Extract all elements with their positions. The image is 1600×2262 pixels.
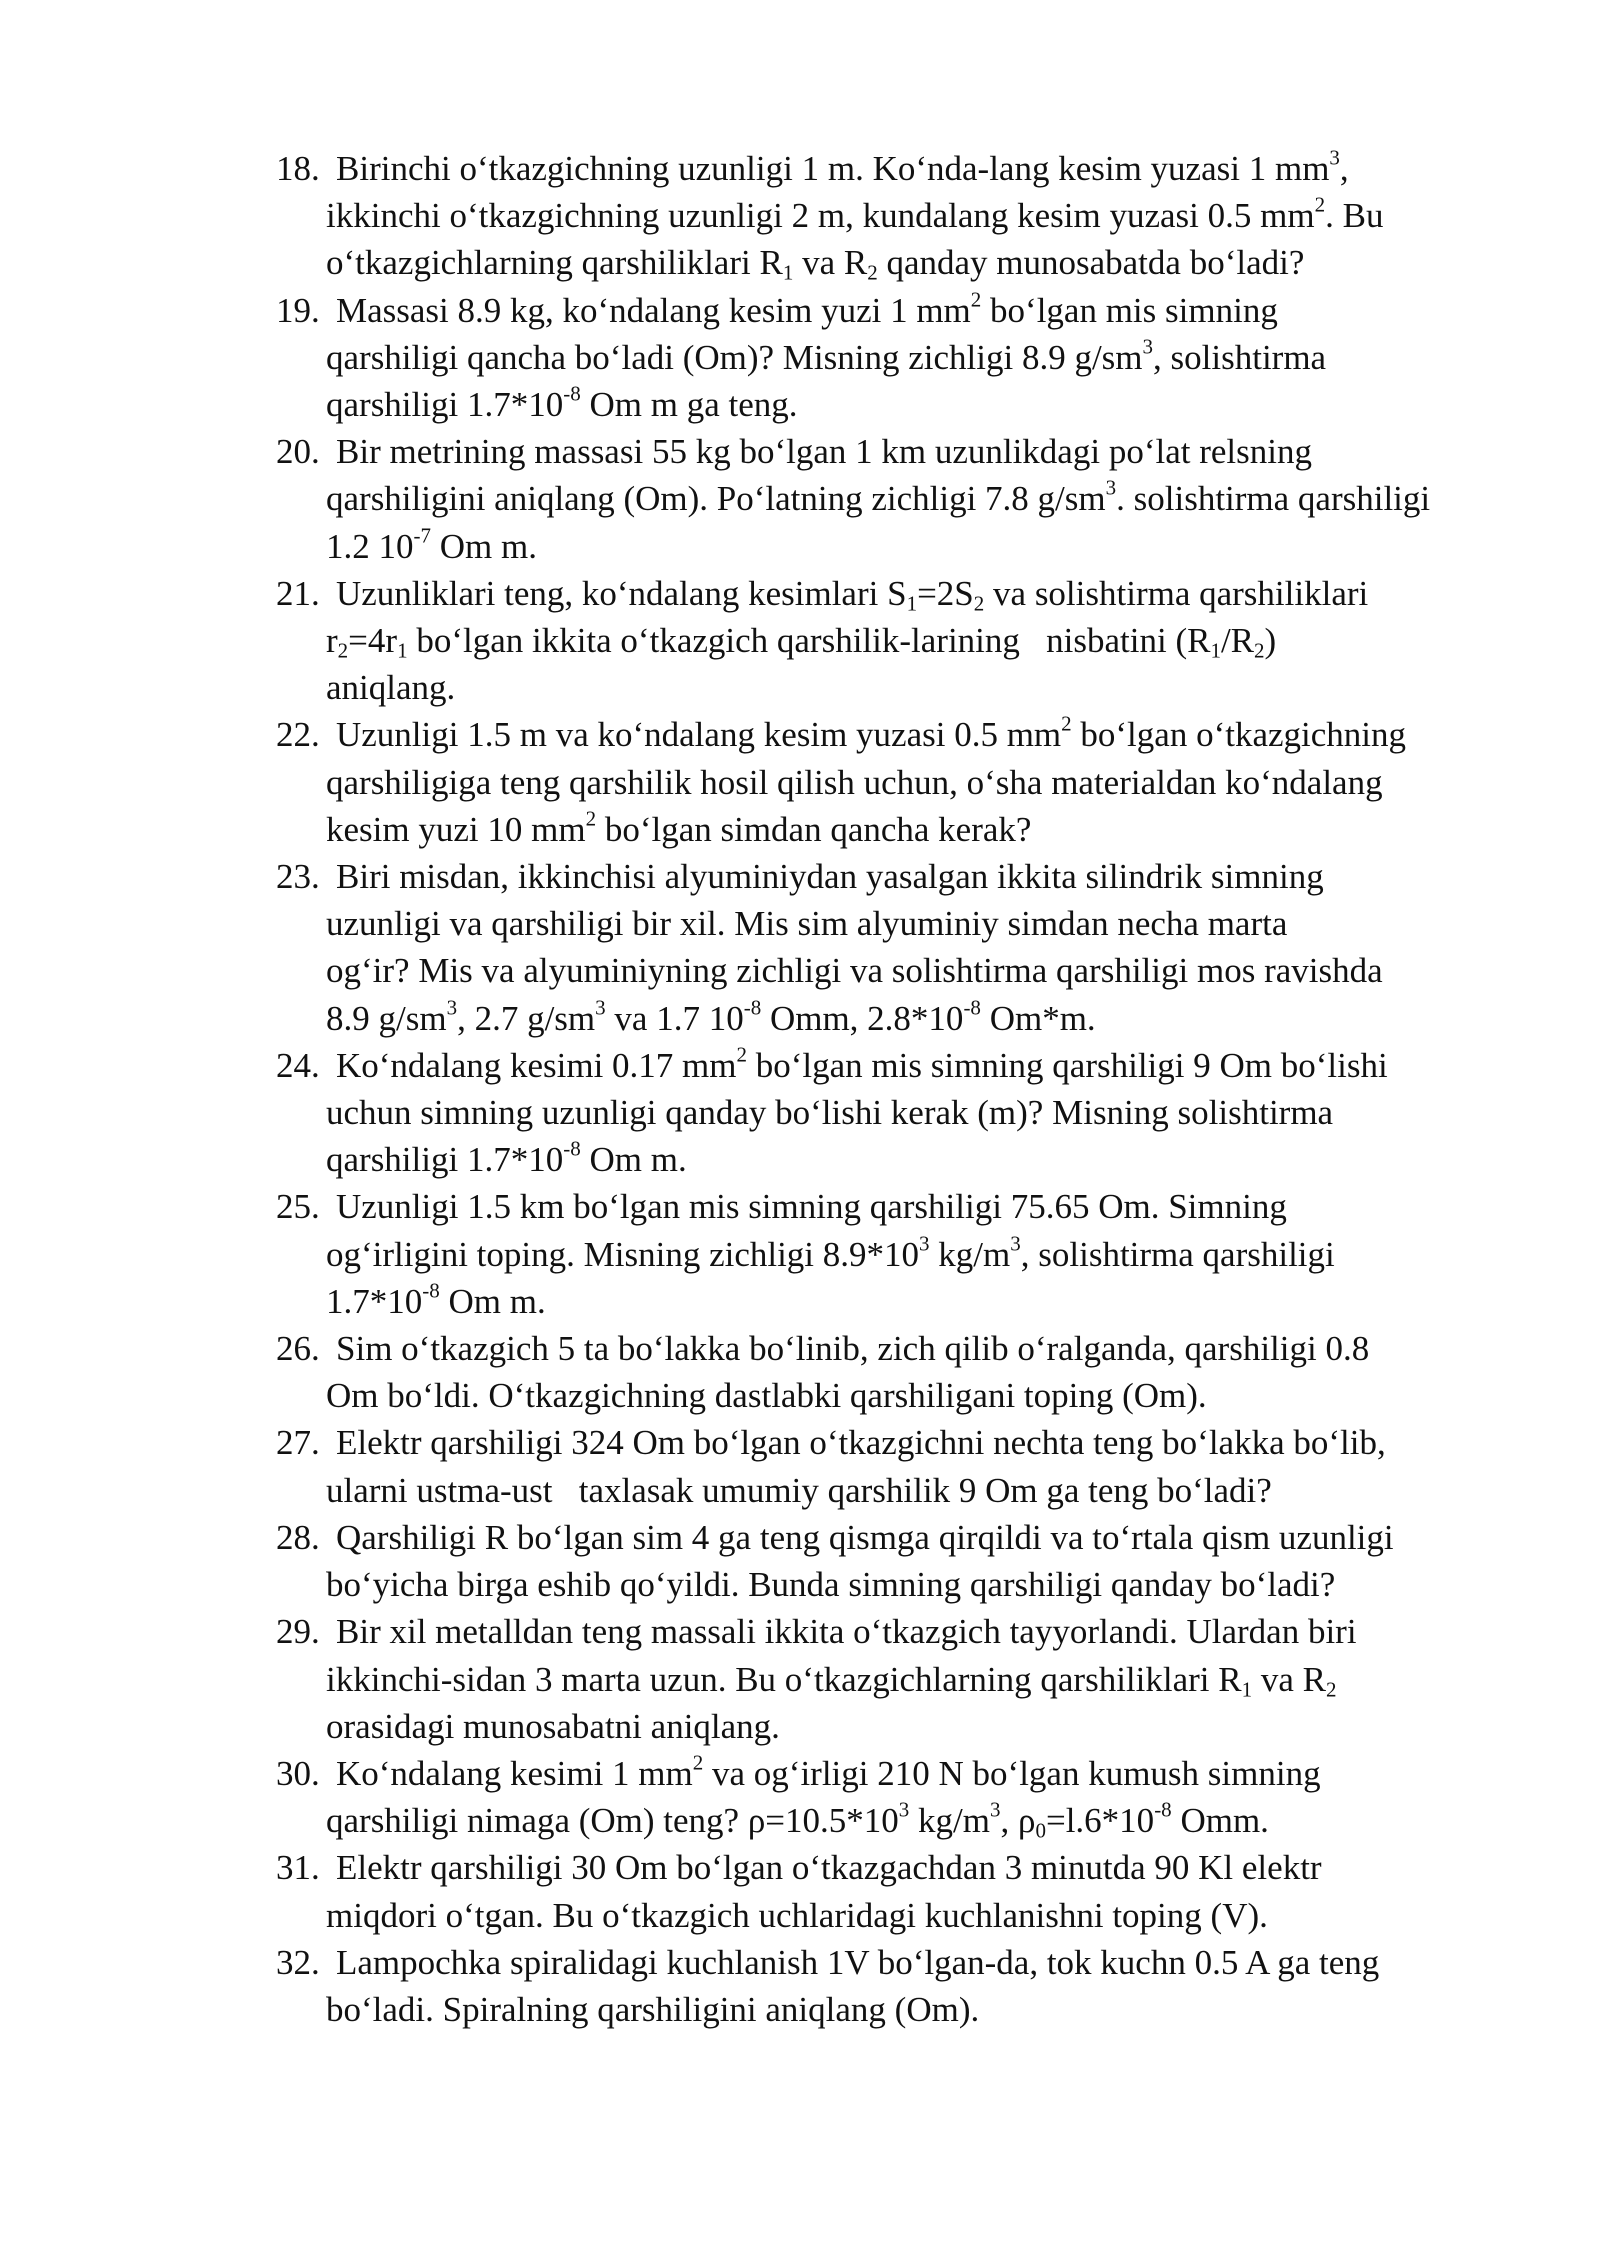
problem-line: qarshiligi $1.7*10^{-8}$ Om m. [326, 1136, 687, 1180]
problem-line: Om bo‘ldi. O‘tkazgichning dastlabki qarshiligani toping (Om). [326, 1376, 1207, 1416]
problem-text [326, 1939, 1516, 2033]
problem-line: $r_2=4r_1$ bo‘lgan ikkita o‘tkazgich qarshilik-larining nisbatini $(R_1/R_2)$ [326, 621, 1277, 663]
problem-text [326, 287, 1516, 429]
problem-text [326, 1183, 1516, 1325]
problem-number: 27. [276, 1423, 320, 1463]
problem-line: qarshiligi qancha bo‘ladi (Om)? Misning zichligi 8.9 $g/sm^3$, solishtirma [326, 334, 1327, 377]
problem-line: o‘tkazgichlarning qarshiliklari $R_1$ va $R_2$ qanday munosabatda bo‘ladi? [326, 243, 1305, 285]
problem-line: Qarshiligi R bo‘lgan sim 4 ga teng qismga qirqildi va to‘rtala qism uzunligi [336, 1517, 1394, 1557]
problem-number: 32. [276, 1942, 320, 1982]
problem-line: ikkinchi-sidan 3 marta uzun. Bu o‘tkazgichlarning qarshiliklari $R_1$ va $R_2$ [326, 1659, 1337, 1701]
problem-line: kesim yuzi 10 $mm^2$ bo‘lgan simdan qancha kerak? [326, 806, 1032, 849]
problem-number: 30. [276, 1753, 320, 1793]
problem-number: 29. [276, 1612, 320, 1652]
problem-line: orasidagi munosabatni aniqlang. [326, 1706, 780, 1746]
problem-item [276, 1514, 1516, 1608]
problem-line: miqdori o‘tgan. Bu o‘tkazgich uchlaridagi kuchlanishni toping (V). [326, 1895, 1268, 1935]
problem-line: Bir xil metalldan teng massali ikkita o‘tkazgich tayyorlandi. Ulardan biri [336, 1612, 1357, 1652]
problem-line: Biri misdan, ikkinchisi alyuminiydan yasalgan ikkita silindrik simning [336, 857, 1324, 897]
problem-line: Uzunliklari teng, ko‘ndalang kesimlari $S_1=2S_2$ va solishtirma qarshiliklari [336, 573, 1369, 616]
problem-number: 22. [276, 715, 320, 755]
problem-item [276, 1750, 1516, 1844]
problem-line: Lampochka spiralidagi kuchlanish 1V bo‘lgan-da, tok kuchn 0.5 A ga teng [336, 1942, 1380, 1982]
problem-line: Ko‘ndalang kesimi 1 $mm^2$ va og‘irligi 210 N bo‘lgan kumush simning [336, 1750, 1321, 1793]
problem-line: qarshiligiga teng qarshilik hosil qilish uchun, o‘sha materialdan ko‘ndalang [326, 762, 1383, 802]
problem-line: Uzunligi 1.5 km bo‘lgan mis simning qarshiligi 75.65 Om. Simning [336, 1187, 1287, 1227]
problem-line: aniqlang. [326, 668, 456, 708]
problem-line: ularni ustma-ust taxlasak umumiy qarshilik 9 Om ga teng bo‘ladi? [326, 1470, 1272, 1510]
problem-text [326, 145, 1516, 287]
problem-text [326, 853, 1516, 1042]
problem-line: qarshiligi nimaga (Om) teng? $\rho=10.5*10^3$ $kg/m^3$, $\rho_0=l.6*10^{-8}$ Omm. [326, 1797, 1269, 1843]
problem-number: 19. [276, 290, 320, 330]
problem-number: 21. [276, 573, 320, 613]
problem-line: uzunligi va qarshiligi bir xil. Mis sim alyuminiy simdan necha marta [326, 904, 1288, 944]
problem-line: Elektr qarshiligi 324 Om bo‘lgan o‘tkazgichni nechta teng bo‘lakka bo‘lib, [336, 1423, 1386, 1463]
problem-text [326, 1750, 1516, 1844]
problem-item [276, 1325, 1516, 1419]
problem-line: $1.7*10^{-8}$ Om m. [326, 1278, 546, 1321]
problem-text [326, 711, 1516, 853]
problem-line: qarshiligini aniqlang (Om). Po‘latning zichligi 7.8 $g/sm^3$. solishtirma qarshiligi [326, 475, 1431, 519]
problem-line: Birinchi o‘tkazgichning uzunligi 1 m. Ko‘nda-lang kesim yuzasi 1 $mm^3$, [336, 145, 1349, 188]
problem-text [326, 1608, 1516, 1750]
problem-line: Sim o‘tkazgich 5 ta bo‘lakka bo‘linib, zich qilib o‘ralganda, qarshiligi 0.8 [336, 1329, 1370, 1369]
problem-item [276, 287, 1516, 429]
problem-text [326, 1042, 1516, 1184]
problem-line: og‘irligini toping. Misning zichligi $8.9*10^3$ $kg/m^3$, solishtirma qarshiligi [326, 1230, 1335, 1274]
problem-number: 24. [276, 1045, 320, 1085]
problem-item [276, 570, 1516, 712]
problem-line: Uzunligi 1.5 m va ko‘ndalang kesim yuzasi 0.5 $mm^2$ bo‘lgan o‘tkazgichning [336, 711, 1407, 755]
problem-line: qarshiligi $1.7*10^{-8}$ Om m ga teng. [326, 381, 798, 425]
problem-item [276, 1939, 1516, 2033]
problem-line: 8.9 $g/sm^3$, 2.7 $g/sm^3$ va 1.7 $10^{-8}$ Omm, $2.8*10^{-8}$ Om*m. [326, 994, 1096, 1038]
problem-line: bo‘yicha birga eshib qo‘yildi. Bunda simning qarshiligi qanday bo‘ladi? [326, 1565, 1336, 1605]
problem-item [276, 1844, 1516, 1938]
problem-number: 18. [276, 149, 320, 188]
problem-number: 28. [276, 1517, 320, 1557]
problem-list [276, 145, 1516, 2033]
problem-text [326, 428, 1516, 570]
problem-item [276, 1419, 1516, 1513]
problem-line: uchun simning uzunligi qanday bo‘lishi kerak (m)? Misning solishtirma [326, 1093, 1334, 1133]
problem-item [276, 853, 1516, 1042]
problem-item [276, 428, 1516, 570]
problem-number: 25. [276, 1187, 320, 1227]
problem-text [326, 1844, 1516, 1938]
problem-line: ikkinchi o‘tkazgichning uzunligi 2 m, kundalang kesim yuzasi 0.5 $mm^2$. Bu [326, 192, 1384, 236]
problem-item [276, 711, 1516, 853]
problem-number: 20. [276, 432, 320, 472]
problem-line: bo‘ladi. Spiralning qarshiligini aniqlang (Om). [326, 1989, 980, 2029]
problem-text [326, 1325, 1516, 1419]
problem-number: 31. [276, 1848, 320, 1888]
problem-item [276, 1608, 1516, 1750]
problem-line: Bir metrining massasi 55 kg bo‘lgan 1 km uzunlikdagi po‘lat relsning [336, 432, 1312, 472]
problem-text [326, 570, 1516, 712]
problem-line: Elektr qarshiligi 30 Om bo‘lgan o‘tkazgachdan 3 minutda 90 Kl elektr [336, 1848, 1322, 1888]
problem-item [276, 1183, 1516, 1325]
problem-line: og‘ir? Mis va alyuminiyning zichligi va solishtirma qarshiligi mos ravishda [326, 951, 1383, 991]
problem-line: 1.2 $10^{-7}$ Om m. [326, 522, 537, 566]
problem-number: 26. [276, 1329, 320, 1369]
problem-item [276, 145, 1516, 287]
problem-line: Massasi 8.9 kg, ko‘ndalang kesim yuzi 1 $mm^2$ bo‘lgan mis simning [336, 286, 1278, 330]
problem-item [276, 1042, 1516, 1184]
problem-text [326, 1514, 1516, 1608]
problem-text [326, 1419, 1516, 1513]
problem-number: 23. [276, 857, 320, 897]
problem-line: Ko‘ndalang kesimi 0.17 $mm^2$ bo‘lgan mis simning qarshiligi 9 Om bo‘lishi [336, 1042, 1388, 1085]
